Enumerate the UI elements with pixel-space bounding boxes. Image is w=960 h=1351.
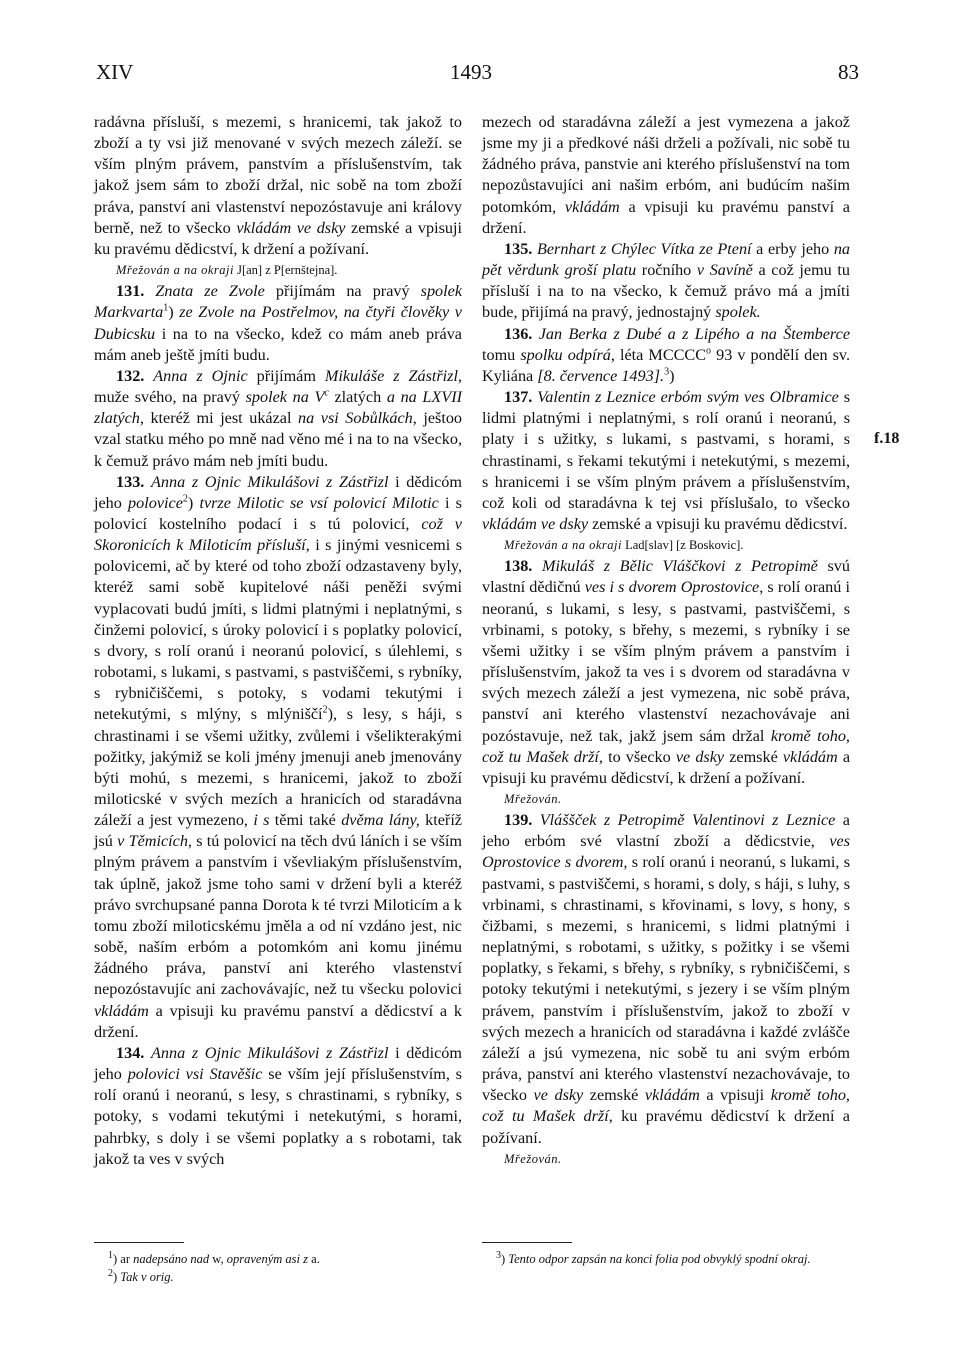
entry-paragraph: 136. Jan Berka z Dubé a z Lipého a na Štemberce tomu spolku odpírá, léta MCCCC$^o$ 93 v pondělí den sv. Kyliána [8. července 1493].$^3$) — [482, 324, 851, 385]
footnotes-left — [94, 1250, 462, 1286]
marginal-note: Mřežován. — [504, 792, 562, 806]
entry-paragraph: 135. Bernhart z Chýlec Vítka ze Ptení a erby jeho na pět věrdunk groší platu ročního v Savíně a což jemu tu přísluší i na to na všecko, k čemuž právo má a jmíti bude, přijímá na pravý, jednostajný spolek. — [482, 239, 850, 322]
running-head-year: 1493 — [450, 60, 492, 84]
folio-margin-note: f.18 — [874, 430, 900, 447]
entry-paragraph: 134. Anna z Ojnic Mikulášovi z Zástřizl i dědicóm jeho polovici vsi Stavěšic se vším její příslušenstvím, s rolí oranú i neoranú, s lesy, s chrastinami, s rybníky, s potoky, s vodami tekutými i netekutými, s horami, pahrbky, s doly i se všemi poplatky a s robotami, tak jakož ta ves v svých — [94, 1043, 462, 1168]
entry-paragraph: 131. Znata ze Zvole přijímám na pravý spolek Markvarta$^1$) ze Zvole na Postřelmov, na čtyři člověky v Dubicsku i na to na všecko, kdež co mám aneb práva mám aneb ještě jmíti budu. — [94, 282, 463, 364]
left-column — [94, 112, 462, 1170]
footnote-rule-right — [482, 1242, 572, 1243]
page-number: 83 — [838, 60, 859, 84]
entry-paragraph: mezech od staradávna záleží a jest vymezena a jakož jsme my ji a předkové náši drželi a požívali, nic sobě tu žádného práva, panstvie ani kterého příslušenství na tom nepozůstavujíci ani našim erbóm, ani budúcím našim potomkóm, vkládám a vpisuji ku pravému panství a držení. — [482, 113, 850, 237]
footnote: $^3$) Tento odpor zapsán na konci folia pod obvyklý spodní okraj. — [496, 1249, 811, 1266]
footnote-rule-left — [94, 1242, 184, 1243]
footnote: $^1$) ar nadepsáno nad w, opraveným asi z a. — [108, 1249, 320, 1266]
entry-paragraph: radávna přísluší, s mezemi, s hranicemi, tak jakož to zboží a ty vsi již menované v svých mezech záleží. se vším plným právem, panstvím a příslušenstvím, tak jakož jsem sám to zboží držal, nic sobě na tom zboží práva, panství ani vlastenství nepozóstavuje ani královy berně, než to všecko vkládám ve dsky zemské a vpisuji ku pravému dědicství, k držení a požívaní. — [94, 113, 463, 258]
entry-paragraph: 132. Anna z Ojnic přijímám Mikuláše z Zástřizl, muže svého, na pravý spolek na $V^c$ zlatých a na LXVII zlatých, kteréž mi jest ukázal na vsi Sobůlkách, ještoo vzal statku mého po mně nad věno mé i na to na všecko, k čemuž právo mám neb jmíti budu. — [94, 366, 463, 470]
footnote: $^2$) Tak v orig. — [108, 1267, 174, 1284]
footnotes-right — [482, 1250, 850, 1268]
entry-paragraph: 133. Anna z Ojnic Mikulášovi z Zástřizl i dědicóm jeho polovice$^2$) tvrze Milotic se vsí polovicí Milotic i s polovicí kostelního podací i s tú polovicí, což v Skoronicích k Miloticím přísluší, i s jinými vesnicemi s polovicemi, ač by které od toho zboží odzastaveny byly, kteréž sami sobě kupitelové náši peněži svými vyplacovati budú jmíti, s lidmi platnými i neplatnými, s činžemi polovicí, s úroky polovicí i s poplatky polovicí, s dvory, s rolí oranú i neoranú polovicí, s úlehlemi, s robotami, s lukami, s pastvami, s pastviščemi, s rybníky, s rybničiščemi, s potoky, s vodami tekutými i netekutými, s mlýny, s mlýniščí$^2$), s lesy, s háji, s chrastinami i se všemi užitky, zvůlemi i všelikterakými požitky, jakýmiž se koli jmény jmenuji aneb jmenovány býti mohú, s mezemi, s hranicemi, jakož to zboží miloticské v svých mezích a hranicích od staradávna záleží a jest vymezeno, i s těmi také dvěma lány, kteříž jsú v Těmicích, s tú polovicí na těch dvú láních i se vším plným právem a panstvím i vševliakým příslušenstvím, tak úplně, jakož jsme toho sami v držení byli a kteréž právo svrchupsané panna Dorota k té tvrzi Miloticím a k tomu zboží miloticskému jměla a od ní vzdáno jest, nic sobě, naším erbóm a potomkóm ani komu jinému žádného práva, panství ani kterého vlastenství nepozóstavujíc ani zachovávajíc, než tu všecku polovici vkládám a vpisuji ku pravému panství a dědicství a k držení. — [94, 472, 462, 1041]
right-column — [482, 112, 850, 1170]
marginal-note: Mřežován a na okraji J[an] z P[ernštejna]. — [116, 263, 338, 278]
running-head-section: XIV — [96, 60, 134, 84]
entry-paragraph: 138. Mikuláš z Bělic Vláščkovi z Petropimě svú vlastní dědičnú ves i s dvorem Oprostovice, s rolí oranú i neoranú, s lukami, s lesy, s pastvami, pastviščemi, s vrbinami, s potoky, s břehy, s mezemi, s rybníky i se všemi užitky i se vším plným právem a panstvím i příslušenstvím, jakož ta ves i s dvorem od staradávna v svých mezech záleží a jest vymezena, nic sobě práva, panství ani kterého vlastenství nezachovávaje ani pozóstavuje, než tak, jakž jsem sám držal kromě toho, což tu Mašek drží, to všecko ve dsky zemské vkládám a vpisuji ku pravému dědicství, k držení a požívaní. — [482, 557, 851, 787]
entry-paragraph: 137. Valentin z Leznice erbóm svým ves Olbramice s lidmi platnými i neplatnými, s rolí oranú i neoranú, s platy i s užitky, s lukami, s pastvami, s horami, s chrastinami, s řekami tekutými i netekutými, s mezemi, s hranicemi i se vším plným právem a příslušenstvím, což koli od staradávna k tej vsi příslušalo, to všecko vkládám ve dsky zemské a vpisuji ku pravému dědicství. — [482, 388, 850, 533]
entry-paragraph: 139. Vláššček z Petropimě Valentinovi z Leznice a jeho erbóm své vlastní zboží a dědicstvie, ves Oprostovice s dvorem, s rolí oranú i neoranú, s lukami, s pastvami, s pastviščemi, s horami, s doly, s háji, s luhy, s vrbinami, s chrastinami, s křovinami, s lovy, s hony, s čižbami, s mezemi, s hranicemi, s lidmi platnými i neplatnými, s robotami, s užitky, s požitky i se všemi poplatky, s řekami, s břehy, s rybníky, s rybničiščemi, s potoky tekutými i netekutými, s jezery i se vším plným právem, panstvím i příslušenstvím, jakož to zboží v svých mezech a hranicích od staradávna i každé zvlášče záleží a jsú vymezena, nic sobě tu ani svým erbóm práva, panství ani kterého vlastenství nezachovávaje, to všecko ve dsky zemské vkládám a vpisuji kromě toho, což tu Mašek drží, ku pravému dědicství k držení a požívaní. — [482, 811, 851, 1147]
marginal-note: Mřežován a na okraji Lad[slav] [z Boskovic]. — [504, 538, 744, 553]
marginal-note: Mřežován. — [504, 1151, 562, 1166]
